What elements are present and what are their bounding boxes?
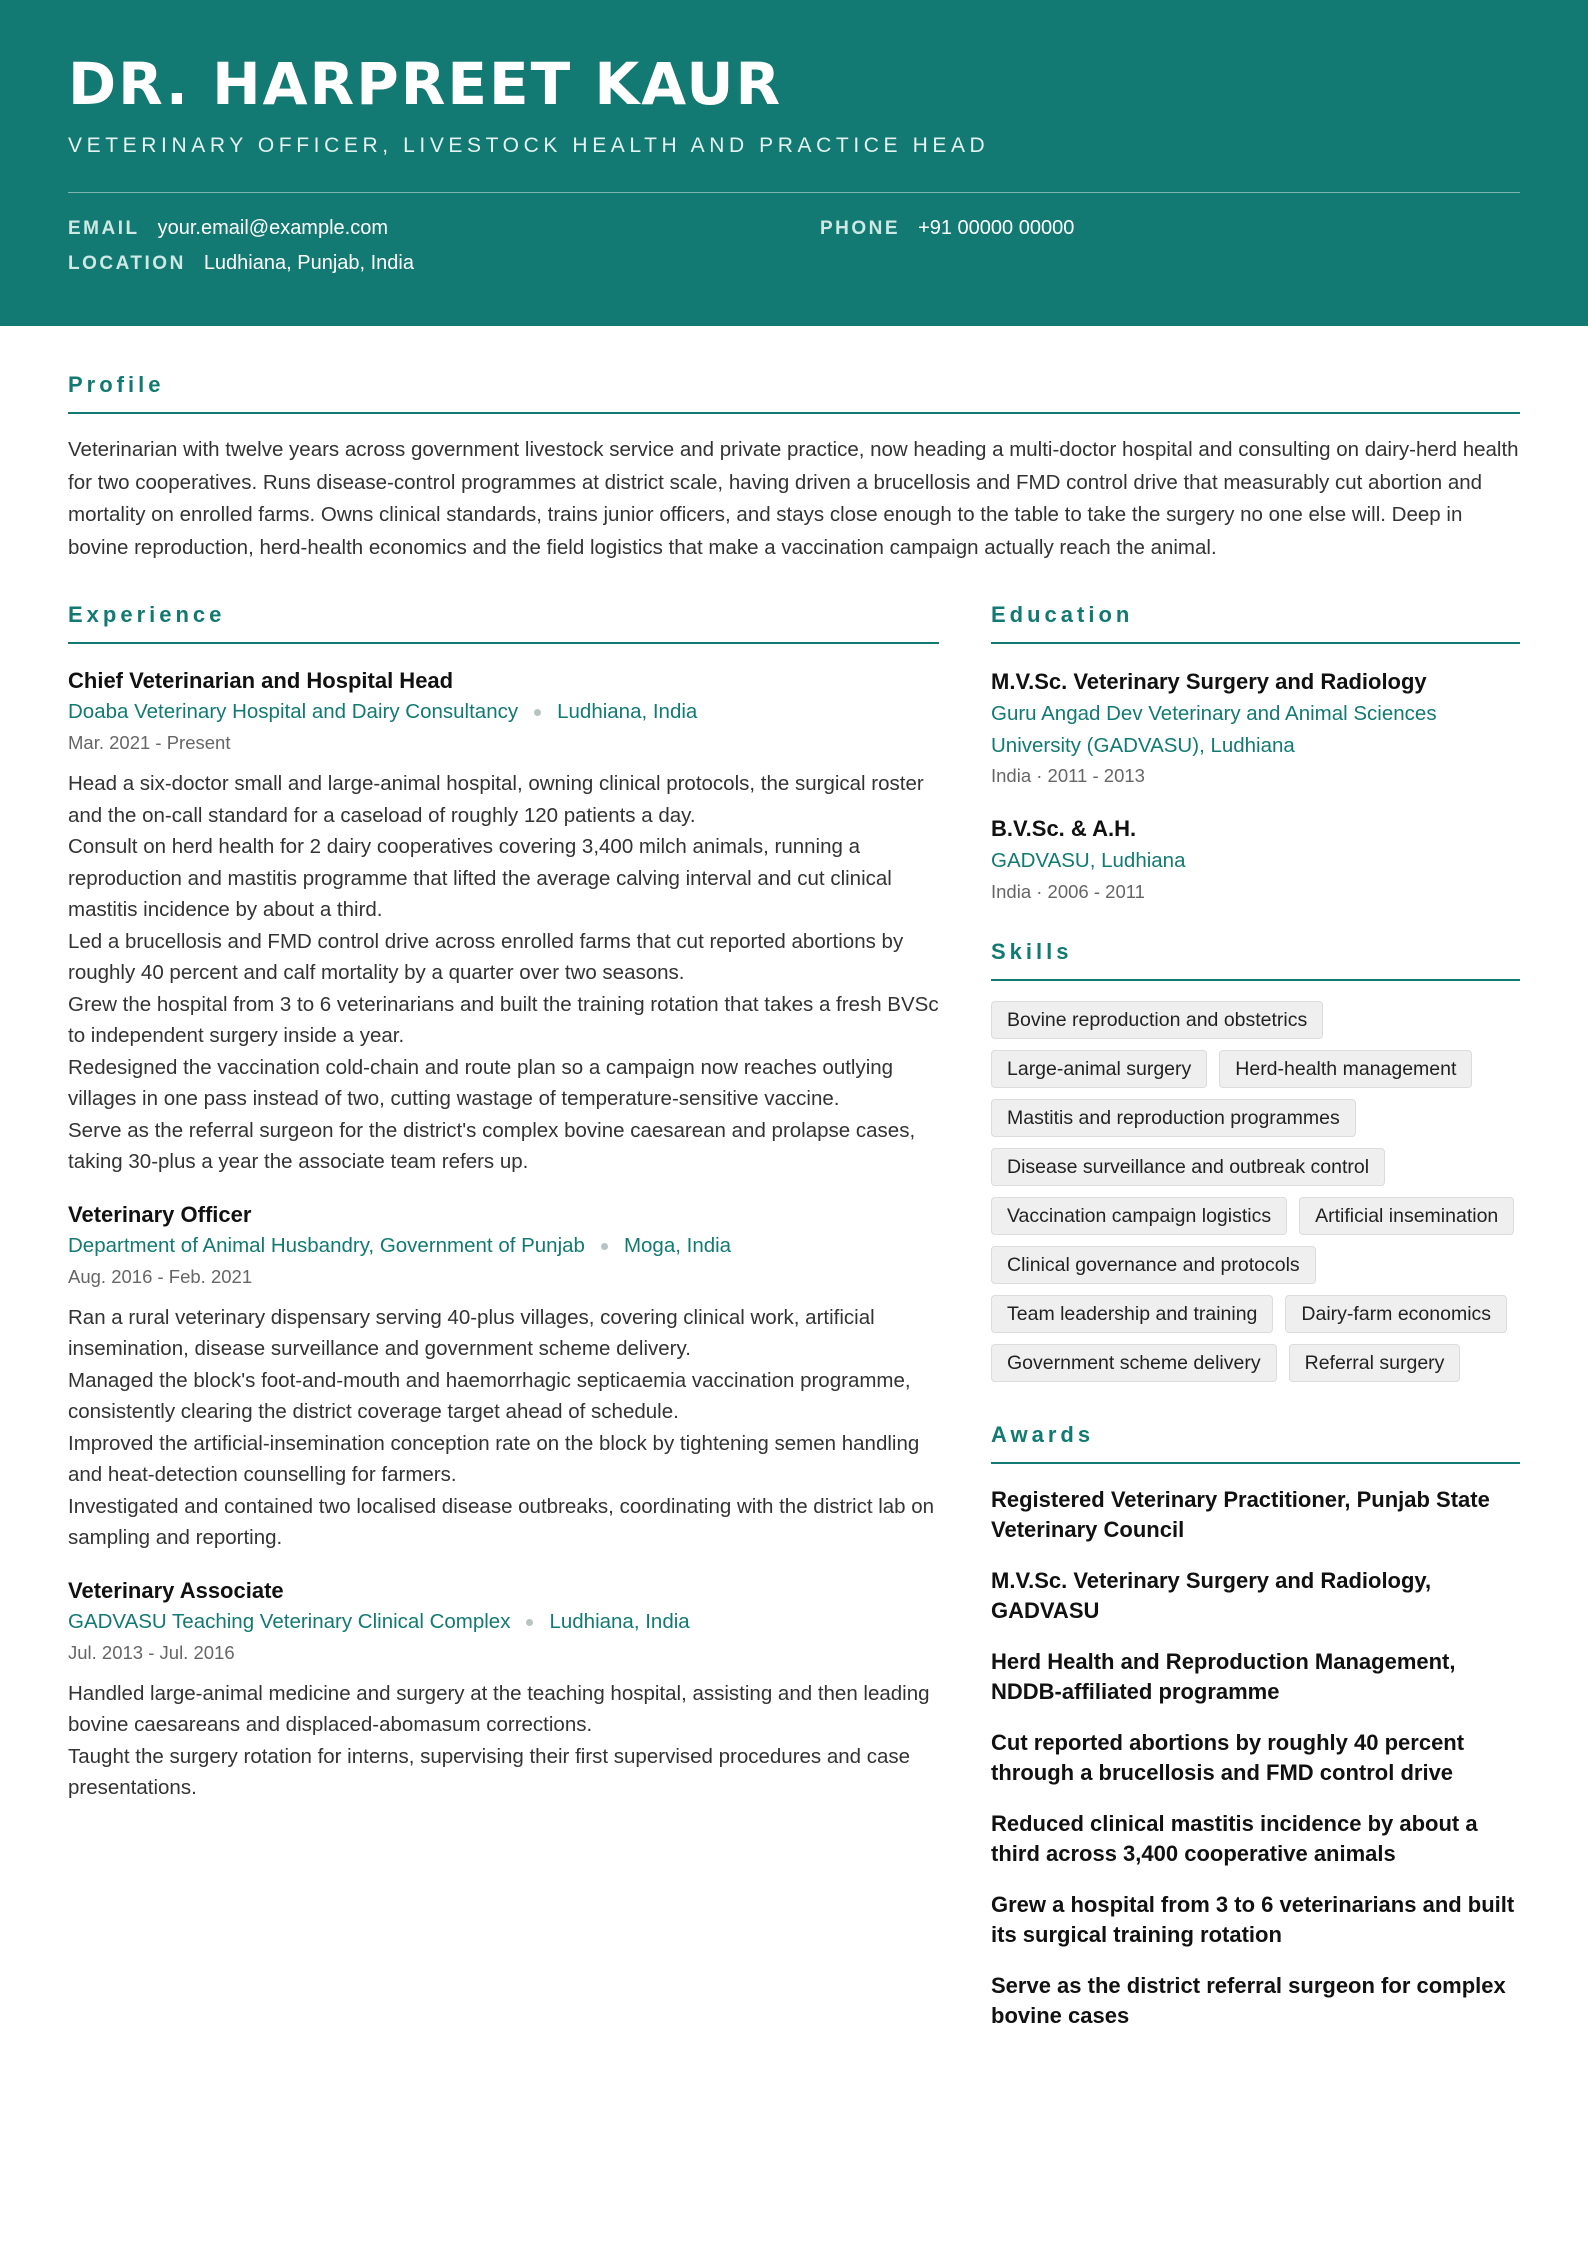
skill-chip: Disease surveillance and outbreak control [991,1148,1385,1186]
education-list [991,666,1520,907]
education-school: Guru Angad Dev Veterinary and Animal Sciences University (GADVASU), Ludhiana [991,702,1437,757]
header-divider [68,192,1520,193]
contact-location-label: LOCATION [68,253,186,274]
contact-location [68,252,820,275]
skill-chip: Clinical governance and protocols [991,1246,1316,1284]
award-item: M.V.Sc. Veterinary Surgery and Radiology, GADVASU [991,1567,1432,1623]
job-organization: GADVASU Teaching Veterinary Clinical Complex [68,1609,511,1633]
skills-list [991,1001,1520,1382]
skill-chip: Vaccination campaign logistics [991,1197,1287,1235]
job-dates: Jul. 2013 - Jul. 2016 [68,1641,235,1663]
job-location: Ludhiana, India [557,700,698,723]
award-item: Reduced clinical mastitis incidence by about a third across 3,400 cooperative animals [991,1810,1478,1866]
job-bullet: Investigated and contained two localised disease outbreaks, coordinating with the district lab on sampling and reporting. [68,1494,935,1549]
job-entry [68,1576,939,1804]
skill-chip: Bovine reproduction and obstetrics [991,1001,1323,1039]
job-title: Veterinary Officer [68,1201,252,1227]
job-bullet: Handled large-animal medicine and surgery at the teaching hospital, assisting and then leading bovine caesareans and displaced-abomasum corrections. [68,1681,930,1736]
skill-chip: Team leadership and training [991,1295,1273,1333]
job-location: Moga, India [623,1233,732,1257]
job-org-line [68,1230,939,1262]
education-entry [991,666,1520,791]
job-entry [68,666,939,1178]
job-bullet: Redesigned the vaccination cold-chain and route plan so a campaign now reaches outlying villages in one pass instead of two, cutting wastage of temperature-sensitive vaccine. [68,1055,894,1110]
award-item: Serve as the district referral surgeon for complex bovine cases [991,1972,1506,2028]
job-bullet: Head a six-doctor small and large-animal hospital, owning clinical protocols, the surgical roster and the on-call standard for a caseload of roughly 120 patients a day. [68,772,924,827]
education-degree: B.V.Sc. & A.H. [991,816,1137,841]
contact-email-label: EMAIL [68,218,140,239]
sidebar-column [991,602,1520,2031]
job-organization: Doaba Veterinary Hospital and Dairy Consultancy [68,700,519,723]
awards-list [991,1485,1520,2031]
candidate-role: VETERINARY OFFICER, LIVESTOCK HEALTH AND PRACTICE HEAD [68,134,990,157]
experience-heading: Experience [68,602,939,644]
skill-chip: Artificial insemination [1299,1197,1514,1235]
education-school: GADVASU, Ludhiana [991,849,1186,872]
job-entry [68,1200,939,1554]
job-list [68,666,939,1804]
job-title: Chief Veterinarian and Hospital Head [68,668,454,693]
separator-dot [601,1243,608,1250]
job-organization: Department of Animal Husbandry, Government of Punjab [68,1233,585,1257]
contact-email-value[interactable]: your.email@example.com [157,217,388,239]
education-degree: M.V.Sc. Veterinary Surgery and Radiology [991,669,1427,694]
skill-chip: Dairy-farm economics [1285,1295,1507,1333]
separator-dot [526,1619,533,1626]
job-bullet: Consult on herd health for 2 dairy cooperatives covering 3,400 milch animals, running a reproduction and mastitis programme that lifted the average calving interval and cut clinical mastitis incidence by about a third. [68,835,892,921]
skill-chip: Mastitis and reproduction programmes [991,1099,1356,1137]
skill-chip: Large-animal surgery [991,1050,1207,1088]
job-bullet: Managed the block's foot-and-mouth and haemorrhagic septicaemia vaccination programme, consistently clearing the district coverage target ahead of schedule. [68,1368,911,1423]
job-bullet: Ran a rural veterinary dispensary serving 40-plus villages, covering clinical work, artificial insemination, disease surveillance and government scheme delivery. [68,1305,875,1360]
job-bullets [68,1678,939,1804]
job-org-line [68,1606,939,1638]
job-location: Ludhiana, India [549,1609,690,1633]
main-columns [0,564,1588,2031]
award-item: Registered Veterinary Practitioner, Punjab State Veterinary Council [991,1486,1490,1542]
skills-heading: Skills [991,939,1520,981]
separator-dot [534,709,541,716]
job-dates: Aug. 2016 - Feb. 2021 [68,1265,253,1287]
skill-chip: Herd-health management [1219,1050,1472,1088]
contact-phone-label: PHONE [820,218,901,239]
candidate-name: DR. HARPREET KAUR [68,50,783,118]
contact-phone-value[interactable]: +91 00000 00000 [918,217,1075,239]
job-bullet: Led a brucellosis and FMD control drive across enrolled farms that cut reported abortions by roughly 40 percent and calf mortality by a quarter over two seasons. [68,929,904,984]
contact-list [68,217,1520,275]
job-bullets [68,1302,939,1554]
education-heading: Education [991,602,1520,644]
job-bullet: Grew the hospital from 3 to 6 veterinarians and built the training rotation that takes a fresh BVSc to independent surgery inside a year. [68,992,939,1047]
education-meta: India · 2006 - 2011 [991,880,1145,902]
job-bullets [68,768,939,1178]
contact-email [68,217,820,240]
job-title: Veterinary Associate [68,1577,284,1603]
contact-phone [820,217,1520,240]
experience-section [68,602,939,2031]
profile-heading: Profile [68,372,1520,414]
skill-chip: Government scheme delivery [991,1344,1277,1382]
job-bullet: Improved the artificial-insemination conception rate on the block by tightening semen handling and heat-detection counselling for farmers. [68,1431,920,1486]
job-org-line [68,696,939,728]
contact-location-value: Ludhiana, Punjab, India [203,252,414,274]
job-bullet: Taught the surgery rotation for interns, supervising their first supervised procedures and case presentations. [68,1744,911,1799]
awards-heading: Awards [991,1422,1520,1464]
resume-header [0,0,1588,326]
skill-chip: Referral surgery [1289,1344,1461,1382]
profile-section [0,326,1588,564]
education-entry [991,813,1520,907]
job-bullet: Serve as the referral surgeon for the district's complex bovine caesarean and prolapse cases, taking 30-plus a year the associate team refers up. [68,1118,916,1173]
award-item: Herd Health and Reproduction Management, NDDB-affiliated programme [991,1648,1456,1704]
award-item: Grew a hospital from 3 to 6 veterinarians and built its surgical training rotation [991,1891,1515,1947]
award-item: Cut reported abortions by roughly 40 percent through a brucellosis and FMD control drive [991,1729,1465,1785]
job-dates: Mar. 2021 - Present [68,732,231,753]
education-meta: India · 2011 - 2013 [991,765,1145,786]
profile-text: Veterinarian with twelve years across government livestock service and private practice, now heading a multi-doctor hospital and consulting on dairy-herd health for two cooperatives. Runs disease-control programmes at district scale, having driven a brucellosis and FMD control drive that measurably cut abortion and mortality on enrolled farms. Owns clinical standards, trains junior officers, and stays close enough to the table to take the surgery no one else will. Deep in bovine reproduction, herd-health economics and the field logistics that make a vaccination campaign actually reach the animal. [68,438,1519,559]
